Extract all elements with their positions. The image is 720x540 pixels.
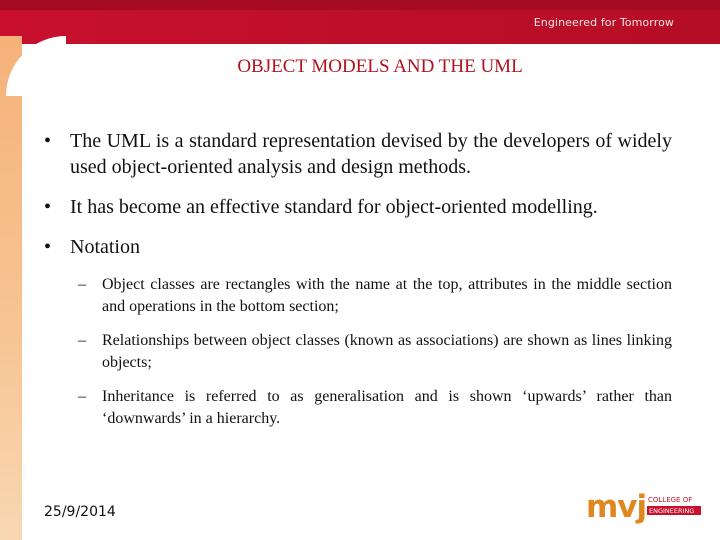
sub-bullet-item — [78, 386, 672, 430]
bullet-glyph: • — [44, 236, 52, 258]
logo-line-2: ENGINEERING — [649, 507, 695, 515]
bullet-glyph: • — [44, 196, 52, 218]
bullet-text: It has become an effective standard for object-oriented modelling. — [70, 196, 598, 218]
bullet-item — [44, 194, 672, 220]
logo-line-1: COLLEGE OF — [648, 496, 693, 504]
bullet-text: The UML is a standard representation devised by the developers of widely used object-oriented analysis and design methods. — [70, 130, 672, 178]
dash-glyph: – — [78, 332, 86, 349]
header-tagline: Engineered for Tomorrow — [533, 16, 674, 29]
slide-title: OBJECT MODELS AND THE UML — [237, 56, 523, 77]
bullet-item — [44, 234, 672, 260]
logo-mark: mvj — [586, 489, 647, 525]
bullet-text: Notation — [70, 236, 140, 258]
sub-bullet-text: Object classes are rectangles with the name at the top, attributes in the middle section and operations in the bottom section; — [102, 276, 672, 315]
slide-date: 25/9/2014 — [44, 504, 116, 520]
bullet-glyph: • — [44, 130, 52, 152]
left-accent-strip — [0, 36, 22, 540]
header-band-top-stripe — [0, 0, 720, 10]
sub-bullet-text: Relationships between object classes (known as associations) are shown as lines linking objects; — [102, 332, 672, 371]
sub-bullet-item — [78, 274, 672, 318]
sub-bullet-text: Inheritance is referred to as generalisation and is shown ‘upwards’ rather than ‘downwards’ in a hierarchy. — [102, 388, 672, 427]
dash-glyph: – — [78, 276, 86, 293]
slide-content — [44, 128, 672, 442]
dash-glyph: – — [78, 388, 86, 405]
mvj-college-logo — [586, 486, 704, 526]
sub-bullet-item — [78, 330, 672, 374]
bullet-item — [44, 128, 672, 180]
